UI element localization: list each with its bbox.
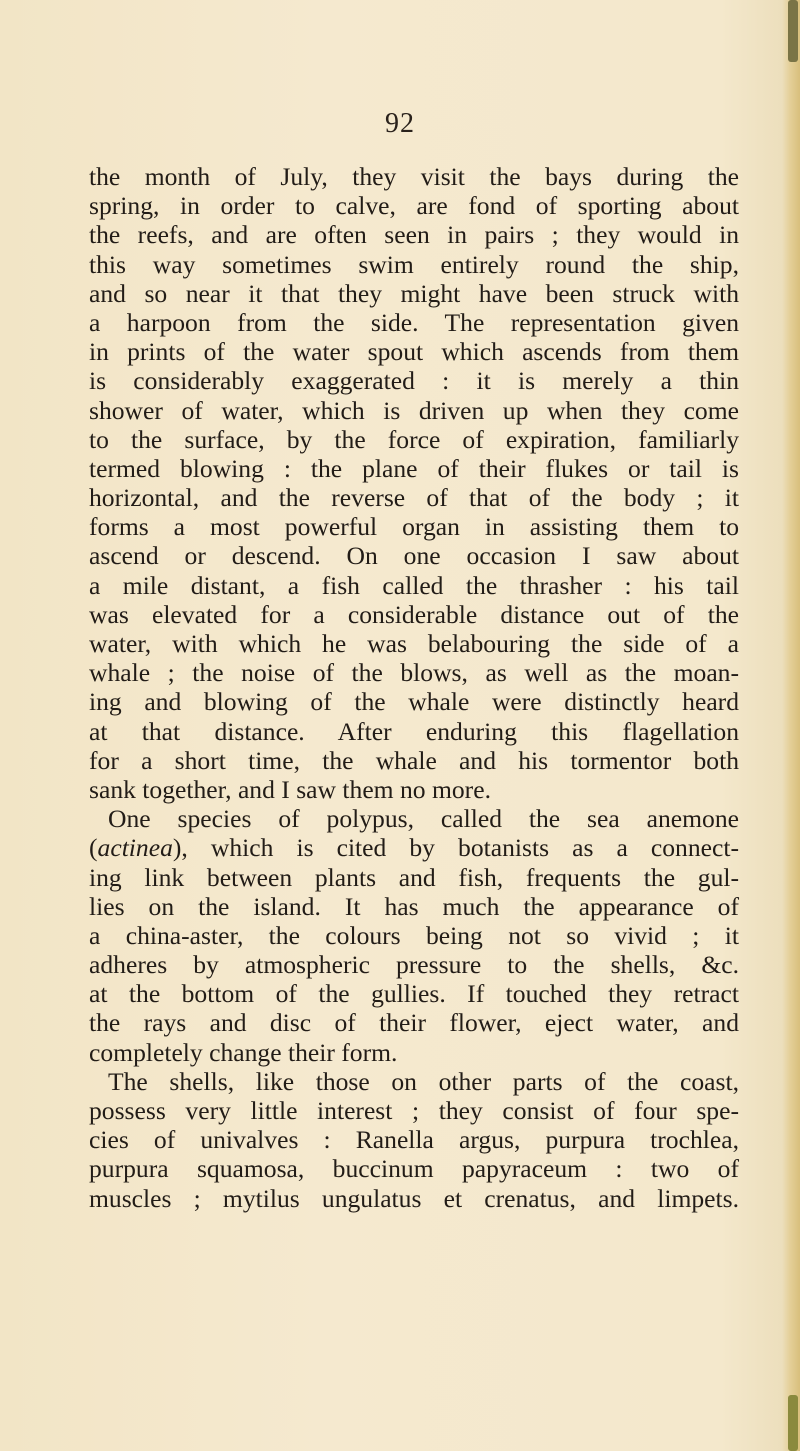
text-line: to the surface, by the force of expiration, familiarly [89,424,739,454]
text-line: ing and blowing of the whale were distinctly heard [89,687,739,717]
page-edge [782,0,800,1451]
body-text [89,162,739,1213]
italic-term: actinea [97,833,173,863]
text-line: The shells, like those on other parts of the coast, [108,1066,739,1096]
text-line: ascend or descend. On one occasion I saw about [89,541,739,571]
text-line: ing link between plants and fish, frequents the gul- [89,862,739,892]
text-line: forms a most powerful organ in assisting them to [89,512,739,542]
text-line: is considerably exaggerated : it is merely a thin [89,366,739,396]
text-line: One species of polypus, called the sea anemone [108,804,739,834]
line-rest: ), which is cited by botanists as a connect- [172,833,739,863]
text-line: spring, in order to calve, are fond of sporting about [89,191,739,221]
text-line: muscles ; mytilus ungulatus et crenatus, and limpets. [89,1183,739,1213]
text-line [89,833,739,862]
text-line: water, with which he was belabouring the side of a [89,629,739,658]
edge-mark-top [788,0,798,62]
edge-mark-bottom [788,1395,798,1451]
text-line: shower of water, which is driven up when they come [89,395,739,425]
text-line: the month of July, they visit the bays during the [89,162,739,191]
text-line: and so near it that they might have been struck with [89,278,739,308]
text-line: this way sometimes swim entirely round the ship, [89,249,739,279]
text-line: a mile distant, a fish called the thrasher : his tail [89,570,739,600]
text-line: termed blowing : the plane of their flukes or tail is [89,453,739,483]
text-line: sank together, and I saw them no more. [89,774,491,804]
page-number: 92 [385,108,415,139]
text-line: whale ; the noise of the blows, as well as the moan- [89,658,739,688]
text-line: was elevated for a considerable distance out of the [89,599,739,629]
text-line: possess very little interest ; they consist of four spe- [89,1096,739,1125]
text-line: the reefs, and are often seen in pairs ; they would in [89,220,739,250]
text-line: a harpoon from the side. The representation given [89,307,739,337]
text-line: adheres by atmospheric pressure to the shells, &c. [89,950,739,980]
text-line: lies on the island. It has much the appearance of [89,891,739,921]
text-line: completely change their form. [89,1037,398,1067]
text-line: for a short time, the whale and his tormentor both [89,745,739,775]
text-line: the rays and disc of their flower, eject water, and [89,1008,739,1038]
text-line: at the bottom of the gullies. If touched they retract [89,979,739,1009]
text-line: a china-aster, the colours being not so vivid ; it [89,920,739,950]
text-line: purpura squamosa, buccinum papyraceum : two of [89,1154,739,1184]
text-line: at that distance. After enduring this flagellation [89,716,739,746]
paren-open: ( [89,833,98,863]
text-line: horizontal, and the reverse of that of the body ; it [89,483,739,513]
text-line: in prints of the water spout which ascends from them [89,337,739,367]
text-line: cies of univalves : Ranella argus, purpura trochlea, [89,1125,739,1155]
